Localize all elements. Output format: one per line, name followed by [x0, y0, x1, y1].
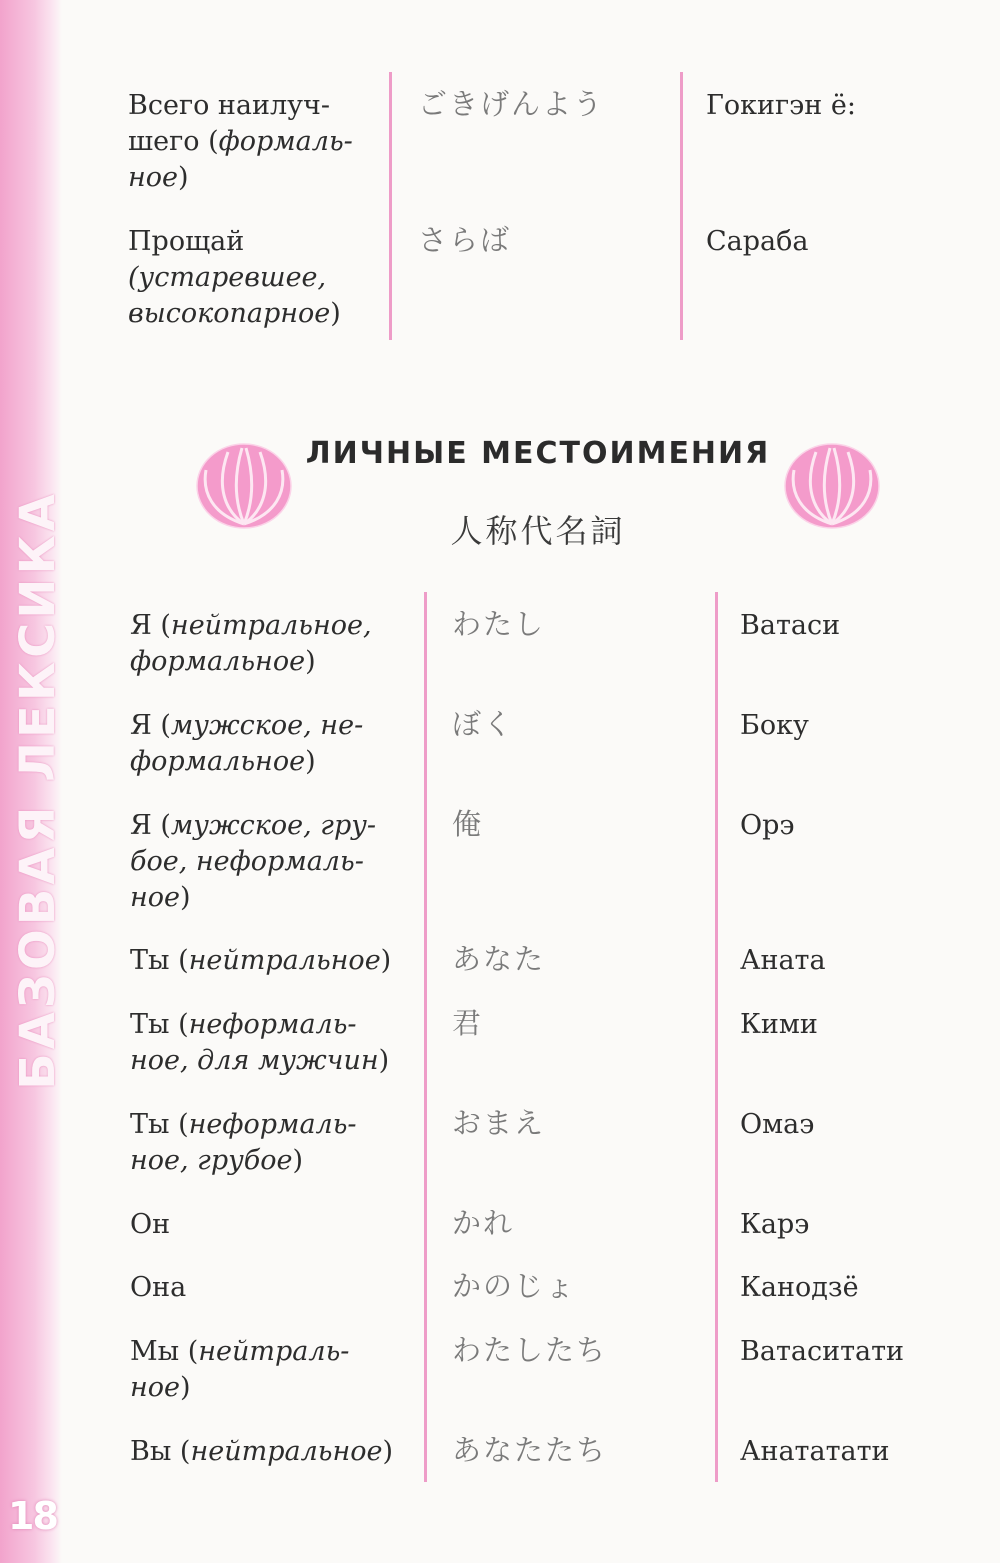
pronoun-japanese: あなたたち — [452, 1433, 608, 1467]
pronoun-russian: Ты (неформаль- ное, для мужчин) — [130, 1009, 390, 1076]
pronoun-japanese: おまえ — [452, 1106, 546, 1140]
pronoun-russian: Я (мужское, гру- бое, неформаль- ное) — [130, 810, 377, 913]
pronoun-japanese: かのじょ — [452, 1269, 577, 1303]
pronoun-russian: Мы (нейтраль- ное) — [130, 1336, 350, 1403]
vocab-russian: Всего наилуч- шего (формаль- ное) — [128, 90, 353, 193]
side-title: БАЗОВАЯ ЛЕКСИКА — [10, 490, 66, 1090]
pronoun-russian: Ты (нейтральное) — [130, 945, 392, 976]
section-title: ЛИЧНЫЕ МЕСТОИМЕНИЯ — [305, 436, 771, 471]
pronoun-japanese: 君 — [452, 1006, 484, 1040]
column-divider — [424, 592, 427, 1482]
column-divider — [389, 72, 392, 340]
pronoun-russian: Она — [130, 1272, 187, 1303]
pronoun-russian: Я (нейтральное, формальное) — [130, 610, 372, 677]
column-divider — [680, 72, 683, 340]
pronoun-russian: Он — [130, 1209, 171, 1240]
pronoun-japanese: 俺 — [452, 807, 484, 841]
pronoun-japanese: あなた — [452, 942, 546, 976]
pronoun-transcription: Кими — [740, 1009, 818, 1040]
pronoun-transcription: Омаэ — [740, 1109, 815, 1140]
vocab-transcription: Сараба — [706, 226, 809, 257]
pronoun-japanese: わたしたち — [452, 1333, 608, 1367]
vocab-japanese: ごきげんよう — [418, 87, 605, 121]
vocab-russian: Прощай (устаревшее, высокопарное) — [128, 226, 341, 329]
vocab-transcription: Гокигэн ё: — [706, 90, 856, 121]
page-number: 18 — [8, 1494, 57, 1538]
pronoun-transcription: Орэ — [740, 810, 795, 841]
pink-shell-emblem-icon — [782, 440, 882, 532]
pronoun-japanese: ぼく — [452, 707, 515, 741]
section-subtitle: 人称代名詞 — [450, 512, 626, 550]
vocab-japanese: さらば — [418, 223, 512, 257]
column-divider — [715, 592, 718, 1482]
pronoun-transcription: Аната — [740, 945, 826, 976]
pronoun-japanese: わたし — [452, 607, 546, 641]
pronoun-transcription: Анататати — [740, 1436, 890, 1467]
pronoun-transcription: Канодзё — [740, 1272, 859, 1303]
pronoun-russian: Ты (неформаль- ное, грубое) — [130, 1109, 357, 1176]
pronoun-japanese: かれ — [452, 1206, 515, 1240]
pronoun-russian: Вы (нейтральное) — [130, 1436, 394, 1467]
pronoun-transcription: Карэ — [740, 1209, 810, 1240]
pronoun-transcription: Ватаситати — [740, 1336, 905, 1367]
pronoun-transcription: Боку — [740, 710, 809, 741]
pink-shell-emblem-icon — [194, 440, 294, 532]
pronoun-russian: Я (мужское, не- формальное) — [130, 710, 364, 777]
pronoun-transcription: Ватаси — [740, 610, 841, 641]
